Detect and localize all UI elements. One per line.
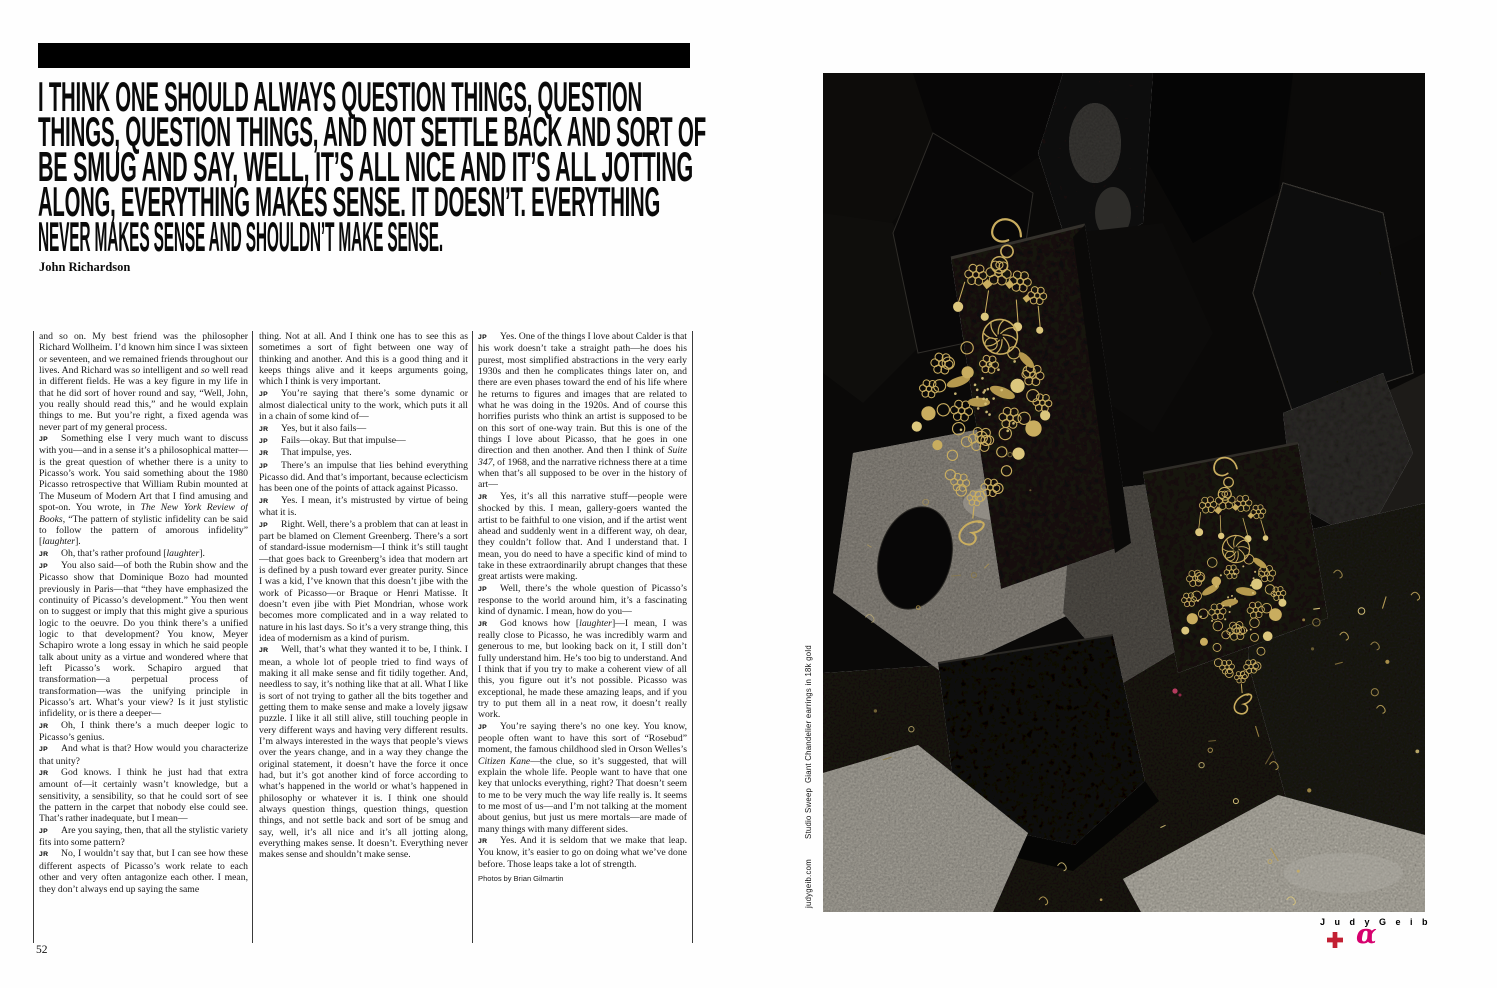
speaker-tag: JP	[39, 436, 49, 444]
column-rule	[33, 331, 34, 943]
headline-line: I THINK ONE SHOULD ALWAYS QUESTION THINGS, QUESTION	[38, 73, 642, 120]
paragraph: JR Well, that’s what they wanted it to be, I think. I mean, a whole lot of people tried to find ways of making it all make sense and fit tidily together. And, needless to say, it’s nothing like that at all. What I like is sort of not trying to gather all the bits together and getting them to make sense and make a lovely jigsaw puzzle. I like it all still alive, still touching people in very different ways and having very different results. I’m always interested in the ways that people’s views over the years change, and in a way they change the original statement, it doesn’t have the force it once had, but it’s got another kind of force according to what’s happened in the world or what’s happened in philosophy or whatever it is. I think one should always question things, question things, question things, and not settle back and sort of be smug and say, well, it’s all nice and it’s all jotting along, everything makes sense. It doesn’t. Everything never makes sense and shouldn’t make sense.	[259, 644, 468, 861]
paragraph: JR Yes, it’s all this narrative stuff—people were shocked by this. I mean, gallery-goers wanted the artist to be faithful to one vision, and if the artist went ahead and suddenly went in a different way, oh dear, they couldn’t follow that. And I understand that. I mean, you do need to have a specific kind of mind to take in these extraordinarily abrupt changes that these great artists were making.	[478, 490, 687, 583]
photo-credit: Photos by Brian Gilmartin	[478, 874, 564, 884]
headline-line: THINGS, QUESTION THINGS, AND NOT SETTLE BACK AND SORT OF	[38, 108, 706, 155]
page-number: 52	[36, 944, 48, 956]
article-column-2	[259, 331, 468, 947]
paragraph: JP And what is that? How would you characterize that unity?	[39, 743, 248, 767]
paragraph: JR Yes. I mean, it’s mistrusted by virtue of being what it is.	[259, 494, 468, 519]
speaker-tag: JP	[39, 746, 49, 754]
caption-site: judygeib.com	[804, 859, 813, 908]
paragraph: thing. Not at all. And I think one has to see this as sometimes a sort of fight between one way of thinking and another. And this is a good thing and it keeps things alive and it keeps arguments going, which I think is very important.	[259, 331, 468, 388]
paragraph: JP You’re saying there’s no one key. You know, people often want to have this sort of “Rosebud” moment, the famous childhood sled in Orson Welles’s Citizen Kane—the clue, so it’s suggested, that will explain the whole life. People want to have that one key that unlocks everything, right? That doesn’t seem to me to be very much the way life really is. It seems to me most of us—and I’m not talking at the moment about genius, but just us mere mortals—are made of many things with many different sides.	[478, 720, 687, 835]
speaker-tag: JP	[478, 585, 488, 593]
paragraph: JP You’re saying that there’s some dynamic or almost dialectical unity to the work, which puts it all in a chain of some kind of—	[259, 387, 468, 423]
speaker-tag: JR	[39, 550, 49, 558]
paragraph: JP Yes. One of the things I love about Calder is that his work doesn’t take a straight path—he does his purest, most simplified abstractions in the very early 1930s and then he complicates things later on, and there are even phases toward the end of his life where he returns to figures and images that are related to what he was doing in the 1920s. And of course this horrifies purists who think an artist is supposed to be on this sort of one-way train. But this is one of the things I love about Picasso, that he goes in one direction and then another. And then I think of Suite 347, of 1968, and the narrative richness there at a time when that’s all supposed to be over in the history of art—	[478, 331, 687, 491]
brand-alpha-icon: α	[1356, 919, 1377, 950]
column-rule	[252, 331, 253, 943]
paragraph: and so on. My best friend was the philosopher Richard Wollheim. I’d known him since I was sixteen or seventeen, and we remained friends throughout our lives. And Richard was so intelligent and so well read in different fields. He was a key figure in my life in that he did sort of hover round and say, “Well, John, you really should read this,” and he would explain things to me. But you’re right, a fixed agenda was never part of my general process.	[39, 331, 248, 433]
column-rule	[692, 331, 693, 943]
speaker-tag: JR	[39, 851, 49, 859]
speaker-tag: JP	[39, 562, 49, 570]
paragraph: JR God knows. I think he just had that extra amount of—it certainly wasn’t knowledge, but a sensitivity, a sensibility, so that he could sort of see the pattern in the carpet that nobody else could see. That’s rather inadequate, but I mean—	[39, 767, 248, 825]
speaker-tag: JR	[39, 770, 49, 778]
speaker-tag: JR	[259, 647, 269, 655]
caption-text: Studio Sweep Giant Chandelier earrings in 18k gold	[804, 645, 813, 840]
speaker-tag: JP	[259, 390, 269, 398]
headline-line: NEVER MAKES SENSE AND SHOULDN’T MAKE SENSE.	[38, 213, 443, 260]
paragraph: JR No, I wouldn’t say that, but I can see how these different aspects of Picasso’s work relate to each other and very often antagonize each other. I mean, they don’t always end up saying the same	[39, 848, 248, 895]
speaker-tag: JP	[39, 827, 49, 835]
headline-top-bar	[38, 43, 690, 68]
headline	[38, 73, 706, 260]
speaker-tag: JP	[259, 462, 269, 470]
paragraph: JP Something else I very much want to discuss with you—and in a sense it’s a philosophical matter—is the great question of whether there is a unity to Picasso’s work. You said something about the 1980 Picasso retrospective that William Rubin mounted at The Museum of Modern Art that I find amusing and spot-on. You wrote, in The New York Review of Books, “The pattern of stylistic infidelity can be said to follow the pattern of amorous infidelity” [laughter].	[39, 433, 248, 548]
speaker-tag: JR	[478, 493, 488, 501]
article-column-3	[478, 331, 687, 947]
speaker-tag: JR	[259, 497, 269, 505]
earrings-photo-art	[823, 73, 1425, 912]
headline-line: BE SMUG AND SAY, WELL, IT’S ALL NICE AND IT’S ALL JOTTING	[38, 143, 693, 190]
earrings-photo	[823, 73, 1425, 912]
paragraph: JR Oh, I think there’s a much deeper logic to Picasso’s genius.	[39, 719, 248, 744]
speaker-tag: JR	[478, 838, 488, 846]
speaker-tag: JP	[259, 438, 269, 446]
paragraph: JP Fails—okay. But that impulse—	[259, 435, 406, 447]
paragraph: JP There’s an impulse that lies behind everything Picasso did. And that’s important, because eclecticism has been one of the points of attack against Picasso.	[259, 459, 468, 495]
brand-plus-icon	[1327, 932, 1343, 948]
brand-name: J u d y G e i b	[1320, 917, 1432, 927]
paragraph: JR That impulse, yes.	[259, 447, 352, 459]
article-column-1	[39, 331, 248, 947]
photo-caption-vertical	[804, 626, 813, 908]
paragraph: JR Yes, but it also fails—	[259, 422, 367, 434]
headline-line: ALONG, EVERYTHING MAKES SENSE. IT DOESN’T. EVERYTHING	[38, 178, 660, 225]
speaker-tag: JP	[259, 521, 269, 529]
column-rule	[472, 331, 473, 943]
speaker-tag: JR	[478, 620, 488, 628]
paragraph: JP Are you saying, then, that all the stylistic variety fits into some pattern?	[39, 824, 248, 849]
speaker-tag: JP	[478, 334, 488, 341]
speaker-tag: JR	[39, 722, 49, 730]
charcoal-background	[823, 73, 1425, 912]
paragraph: JP Right. Well, there’s a problem that can at least in part be blamed on Clement Greenberg. There’s a sort of standard-issue modernism—I think it’s still taught—that goes back to Greenberg’s idea that modern art is defined by a push toward ever greater purity. Since I was a kid, I’ve known that this doesn’t jibe with the work of Picasso—or Braque or Henri Matisse. It doesn’t even jibe with Piet Mondrian, whose work becomes more complicated and in a way related to nature in his last days. So it’s a very strange thing, this idea of modernism as a kind of purism.	[259, 518, 468, 644]
paragraph: JR Oh, that’s rather profound [laughter].	[39, 547, 205, 559]
speaker-tag: JP	[478, 723, 488, 731]
speaker-tag: JR	[259, 450, 269, 458]
headline-attribution: John Richardson	[39, 260, 131, 274]
paragraph: JR Yes. And it is seldom that we make that leap. You know, it’s easier to go on doing what we’ve done before. Those leaps take a lot of strength.	[478, 835, 687, 870]
paragraph: JP You also said—of both the Rubin show and the Picasso show that Dominique Bozo had mounted previously in Paris—that “they have emphasized the continuity of Picasso’s development.” You then went on to suggest or imply that this might give a spurious logic to the oeuvre. Do you think there’s a unified logic to that development? You know, Meyer Schapiro wrote a long essay in which he said people talk about unity as a virtue and wondered where that left Picasso’s work. Schapiro argued that transformation—a perpetual process of transformation—was the unifying principle in Picasso’s art. What’s your view? Is it just stylistic infidelity, or is there a deeper—	[39, 559, 248, 720]
speaker-tag: JR	[259, 425, 269, 433]
paragraph: JP Well, there’s the whole question of Picasso’s response to the world around him, it’s a fascinating kind of dynamic. I mean, how do you—	[478, 582, 687, 618]
paragraph: JR God knows how [laughter]—I mean, I was really close to Picasso, he was incredibly warm and generous to me, but looking back on it, I still don’t fully understand him. He’s too big to understand. And I think that if you try to make a coherent view of all this, you figure out it’s not possible. Picasso was exceptional, he made these amazing leaps, and if you try to put them all in a neat row, it doesn’t really work.	[478, 617, 687, 721]
